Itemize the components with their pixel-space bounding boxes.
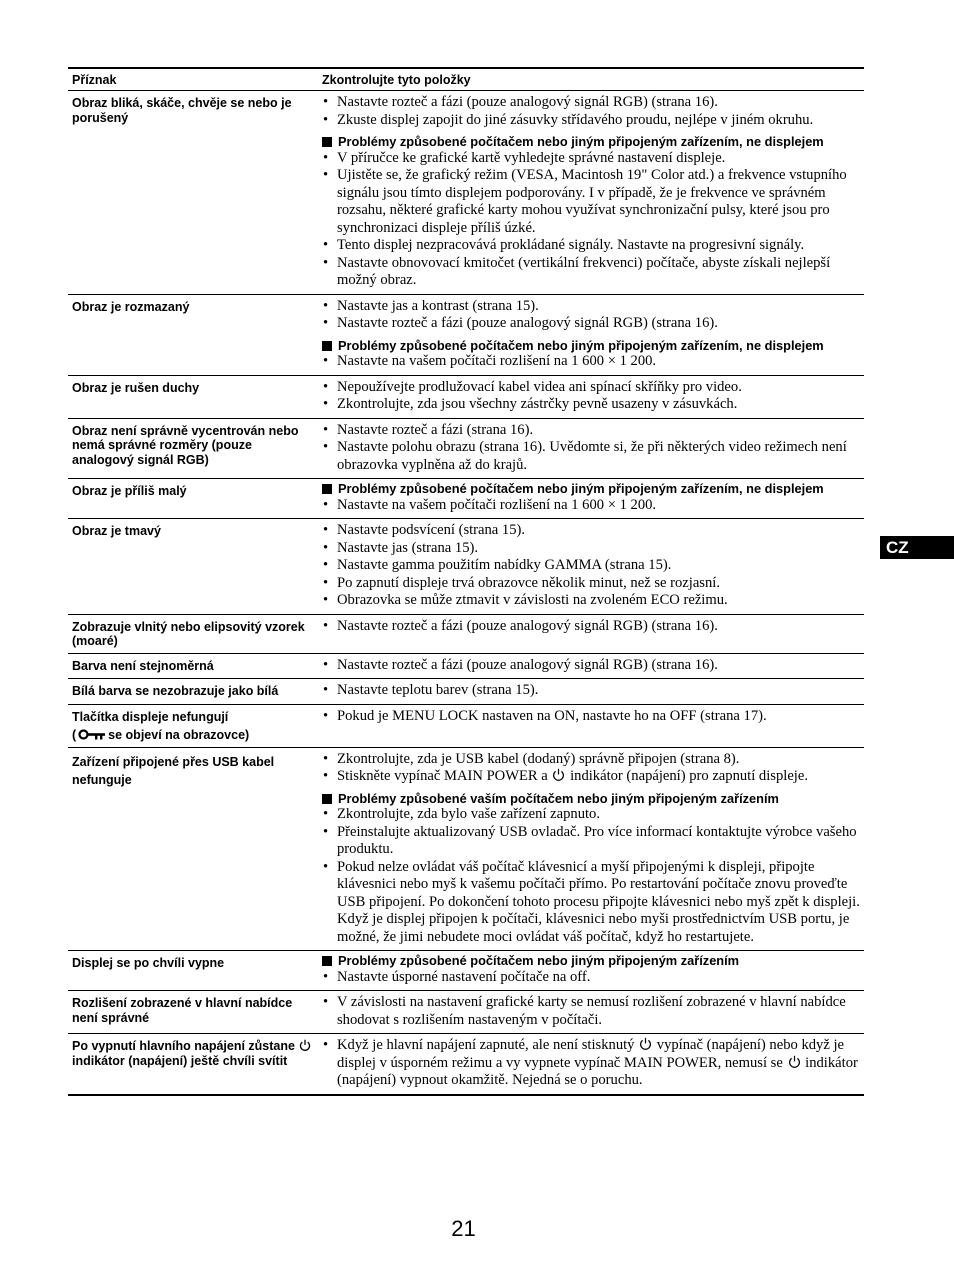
- list-item: • Zkontrolujte, zda bylo vaše zařízení zapnuto.: [322, 806, 860, 824]
- troubleshooting-table: [68, 67, 864, 1096]
- list-item: • Nastavte úsporné nastavení počítače na off.: [322, 969, 860, 987]
- list-item: • Zkontrolujte, zda je USB kabel (dodaný) správně připojen (strana 8).: [322, 751, 860, 769]
- header-symptom: Příznak: [68, 68, 318, 91]
- symptom-cell: Zařízení připojené přes USB kabel nefunguje: [68, 747, 318, 951]
- table-row: [68, 418, 864, 479]
- square-bullet-icon: [322, 794, 332, 804]
- check-cell: [318, 704, 864, 747]
- symptom-cell: Barva není stejnoměrná: [68, 653, 318, 679]
- check-cell: [318, 519, 864, 615]
- check-cell: [318, 951, 864, 991]
- list-item: • Po zapnutí displeje trvá obrazovce několik minut, než se rozjasní.: [322, 575, 860, 593]
- symptom-cell: Rozlišení zobrazené v hlavní nabídce není správné: [68, 991, 318, 1034]
- table-row: [68, 653, 864, 679]
- list-item: • Zkuste displej zapojit do jiné zásuvky střídavého proudu, nejlépe v jiném okruhu.: [322, 112, 860, 130]
- square-bullet-icon: [322, 956, 332, 966]
- symptom-cell: Zobrazuje vlnitý nebo elipsovitý vzorek (moaré): [68, 614, 318, 653]
- sub-heading: Problémy způsobené počítačem nebo jiným připojeným zařízením, ne displejem: [322, 482, 860, 497]
- sub-heading: Problémy způsobené vaším počítačem nebo jiným připojeným zařízením: [322, 792, 860, 807]
- page-number: 21: [451, 1216, 476, 1241]
- check-cell: [318, 653, 864, 679]
- check-cell: [318, 1034, 864, 1095]
- list-item: • Nastavte podsvícení (strana 15).: [322, 522, 860, 540]
- symptom-cell: Obraz je tmavý: [68, 519, 318, 615]
- check-cell: [318, 91, 864, 295]
- list-item: • Ujistěte se, že grafický režim (VESA, Macintosh 19" Color atd.) a frekvence vstupního signálu jsou tímto displejem podporovány. I v případě, že je frekvence ve správném rozsahu, některé grafické karty mohou využívat synchronizační pulsy, které jsou pro synchronizaci displeje příliš úzké.: [322, 167, 860, 237]
- list-item: • Nastavte rozteč a fázi (strana 16).: [322, 422, 860, 440]
- symptom-cell: Obraz není správně vycentrován nebo nemá správné rozměry (pouze analogový signál RGB): [68, 418, 318, 479]
- list-item: • Přeinstalujte aktualizovaný USB ovladač. Pro více informací kontaktujte výrobce vašeho produktu.: [322, 824, 860, 859]
- table-row: [68, 704, 864, 747]
- list-item: • Nastavte teplotu barev (strana 15).: [322, 682, 860, 700]
- square-bullet-icon: [322, 137, 332, 147]
- list-item: • Nastavte obnovovací kmitočet (vertikální frekvenci) počítače, abyste získali nejlepší možný obraz.: [322, 255, 860, 290]
- check-cell: [318, 614, 864, 653]
- table-row: [68, 479, 864, 519]
- table-row: [68, 614, 864, 653]
- table-row: [68, 1034, 864, 1095]
- list-item: • Nastavte na vašem počítači rozlišení na 1 600 × 1 200.: [322, 353, 860, 371]
- list-item: • Nastavte na vašem počítači rozlišení na 1 600 × 1 200.: [322, 497, 860, 515]
- symptom-cell: Displej se po chvíli vypne: [68, 951, 318, 991]
- table-row: [68, 294, 864, 375]
- list-item: • Tento displej nezpracovává prokládané signály. Nastavte na progresivní signály.: [322, 237, 860, 255]
- sub-heading: Problémy způsobené počítačem nebo jiným připojeným zařízením: [322, 954, 860, 969]
- symptom-cell: Obraz bliká, skáče, chvěje se nebo je porušený: [68, 91, 318, 295]
- list-item: • Nastavte jas a kontrast (strana 15).: [322, 298, 860, 316]
- language-tab: CZ: [880, 536, 954, 559]
- list-item: • Nastavte rozteč a fázi (pouze analogový signál RGB) (strana 16).: [322, 618, 860, 636]
- check-cell: [318, 747, 864, 951]
- table-row: [68, 747, 864, 951]
- check-cell: [318, 679, 864, 705]
- list-item: • Nastavte rozteč a fázi (pouze analogový signál RGB) (strana 16).: [322, 94, 860, 112]
- table-row: [68, 679, 864, 705]
- power-icon: [639, 1037, 652, 1050]
- table-row: [68, 951, 864, 991]
- symptom-cell: Obraz je rozmazaný: [68, 294, 318, 375]
- square-bullet-icon: [322, 484, 332, 494]
- list-item: • Stiskněte vypínač MAIN POWER a indikátor (napájení) pro zapnutí displeje.: [322, 768, 860, 786]
- power-icon: [788, 1055, 801, 1068]
- check-cell: [318, 479, 864, 519]
- check-cell: [318, 294, 864, 375]
- symptom-cell: Tlačítka displeje nefungují ( se objeví na obrazovce): [68, 704, 318, 747]
- power-icon: [299, 1039, 311, 1051]
- list-item: • V závislosti na nastavení grafické karty se nemusí rozlišení zobrazené v hlavní nabídce shodovat s rozlišením nastaveným v počítači.: [322, 994, 860, 1029]
- list-item: • Nastavte rozteč a fázi (pouze analogový signál RGB) (strana 16).: [322, 315, 860, 333]
- sub-heading: Problémy způsobené počítačem nebo jiným připojeným zařízením, ne displejem: [322, 135, 860, 150]
- list-item: • Nastavte polohu obrazu (strana 16). Uvědomte si, že při některých video režimech není obrazovka vyplněna až do krajů.: [322, 439, 860, 474]
- list-item: • Nastavte gamma použitím nabídky GAMMA (strana 15).: [322, 557, 860, 575]
- list-item: • Nastavte rozteč a fázi (pouze analogový signál RGB) (strana 16).: [322, 657, 860, 675]
- check-cell: [318, 375, 864, 418]
- list-item: • Nepoužívejte prodlužovací kabel videa ani spínací skříňky pro video.: [322, 379, 860, 397]
- list-item: • Pokud je MENU LOCK nastaven na ON, nastavte ho na OFF (strana 17).: [322, 708, 860, 726]
- list-item: • Zkontrolujte, zda jsou všechny zástrčky pevně usazeny v zásuvkách.: [322, 396, 860, 414]
- header-checks: Zkontrolujte tyto položky: [318, 68, 864, 91]
- list-item: • Obrazovka se může ztmavit v závislosti na zvoleném ECO režimu.: [322, 592, 860, 610]
- symptom-cell: Obraz je rušen duchy: [68, 375, 318, 418]
- power-icon: [552, 768, 565, 781]
- table-header-row: [68, 68, 864, 91]
- check-cell: [318, 418, 864, 479]
- check-cell: [318, 991, 864, 1034]
- table-row: [68, 91, 864, 295]
- symptom-cell: Bílá barva se nezobrazuje jako bílá: [68, 679, 318, 705]
- list-item: • V příručce ke grafické kartě vyhledejte správné nastavení displeje.: [322, 150, 860, 168]
- symptom-cell: Po vypnutí hlavního napájení zůstane indikátor (napájení) ještě chvíli svítit: [68, 1034, 318, 1095]
- list-item: • Pokud nelze ovládat váš počítač klávesnicí a myší připojenými k displeji, připojte klávesnici nebo myš k vašemu počítači přímo. Po restartování počítače znovu proveďte USB připojení. Po dokončení tohoto procesu připojte klávesnici nebo myš zpět k displeji. Když je displej připojen k počítači, klávesnici nebo myši prostřednictvím USB portu, je možné, že jimi nebudete moci ovládat váš počítač, když ho restartujete.: [322, 859, 860, 947]
- sub-heading: Problémy způsobené počítačem nebo jiným připojeným zařízením, ne displejem: [322, 339, 860, 354]
- table-row: [68, 519, 864, 615]
- symptom-cell: Obraz je příliš malý: [68, 479, 318, 519]
- square-bullet-icon: [322, 341, 332, 351]
- key-icon: [78, 729, 106, 740]
- table-row: [68, 991, 864, 1034]
- table-row: [68, 375, 864, 418]
- list-item: • Když je hlavní napájení zapnuté, ale není stisknutý vypínač (napájení) nebo když je displej v úsporném režimu a vy vypnete vypínač MAIN POWER, nemusí se indikátor (napájení) vypnout okamžitě. Nejedná se o poruchu.: [322, 1037, 860, 1090]
- list-item: • Nastavte jas (strana 15).: [322, 540, 860, 558]
